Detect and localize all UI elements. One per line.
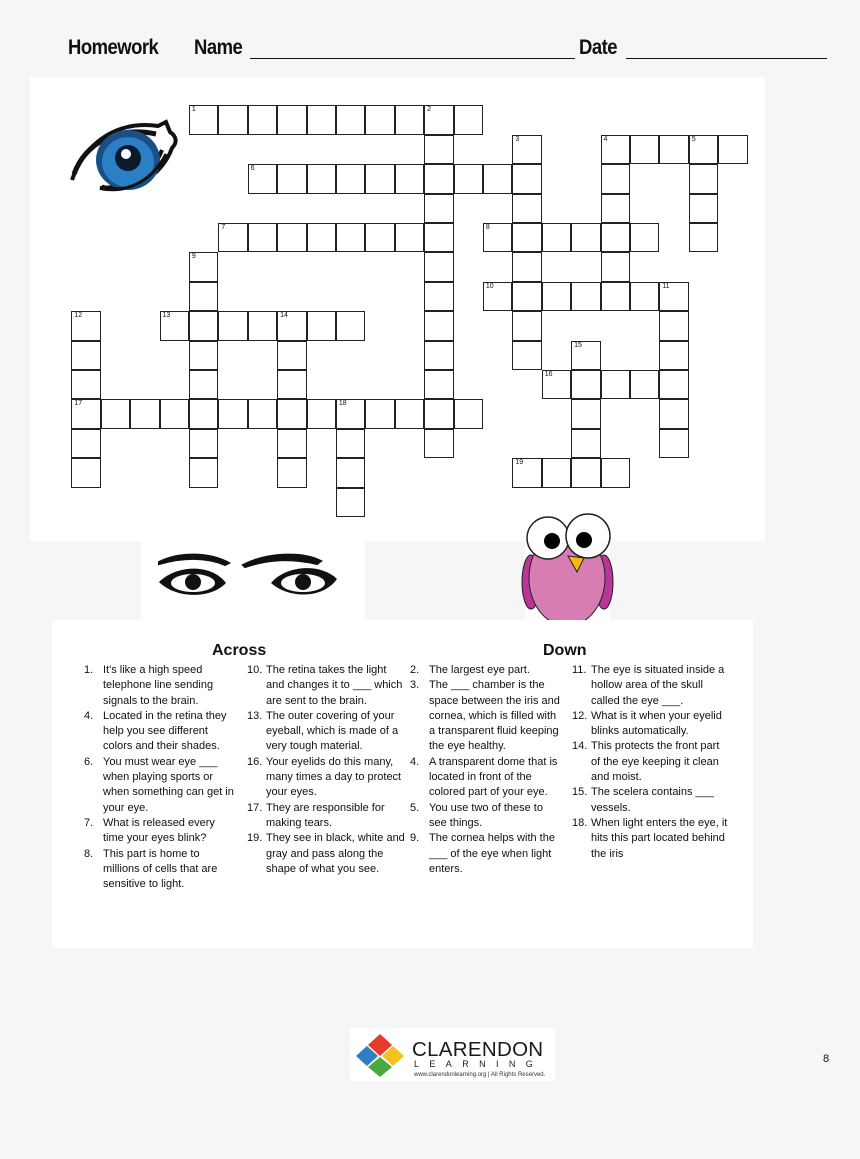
down-clue	[410, 755, 562, 801]
clue-number: 12.	[572, 709, 588, 722]
crossword-cell[interactable]	[571, 429, 600, 458]
crossword-cell[interactable]	[189, 341, 218, 370]
clue-text: They are responsible for making tears.	[266, 801, 385, 829]
crossword-cell[interactable]	[277, 223, 306, 252]
crossword-cell[interactable]	[248, 223, 277, 252]
crossword-cell[interactable]	[601, 164, 630, 193]
crossword-cell[interactable]	[218, 223, 247, 252]
down-clue	[572, 663, 730, 709]
across-clues-column-1	[84, 663, 236, 892]
crossword-cell[interactable]	[160, 399, 189, 428]
clarendon-logo	[350, 1028, 555, 1081]
crossword-cell[interactable]	[218, 399, 247, 428]
across-clue	[84, 663, 236, 709]
crossword-cell[interactable]	[336, 164, 365, 193]
date-field[interactable]	[626, 58, 827, 59]
crossword-cell[interactable]	[71, 311, 100, 340]
crossword-cell[interactable]	[571, 399, 600, 428]
crossword-cell[interactable]	[395, 105, 424, 134]
crossword-cell[interactable]	[218, 311, 247, 340]
crossword-cell[interactable]	[336, 311, 365, 340]
clue-text: They see in black, white and gray and pass along the shape of what you see.	[266, 832, 405, 875]
crossword-cell[interactable]	[189, 429, 218, 458]
date-label: Date	[579, 36, 617, 59]
crossword-cell[interactable]	[424, 223, 453, 252]
crossword-cell[interactable]	[689, 135, 718, 164]
crossword-cell[interactable]	[424, 164, 453, 193]
crossword-cell[interactable]	[248, 311, 277, 340]
clue-number: 4	[603, 135, 608, 143]
owl-illustration-icon	[520, 508, 615, 638]
crossword-cell[interactable]	[483, 223, 512, 252]
crossword-cell[interactable]	[424, 194, 453, 223]
homework-label: Homework	[68, 36, 159, 59]
across-clues-column-2	[247, 663, 407, 877]
crossword-cell[interactable]	[189, 399, 218, 428]
clue-text: The retina takes the light and changes it to ___ which are sent to the brain.	[266, 664, 403, 707]
clue-text: Located in the retina they help you see different colors and their shades.	[103, 709, 227, 753]
clue-number: 16.	[247, 755, 263, 768]
down-clue	[410, 831, 562, 877]
crossword-cell[interactable]	[336, 458, 365, 487]
logo-name: CLARENDON	[412, 1038, 544, 1061]
crossword-cell[interactable]	[454, 105, 483, 134]
across-clue	[247, 755, 407, 801]
crossword-cell[interactable]	[336, 223, 365, 252]
crossword-cell[interactable]	[277, 164, 306, 193]
crossword-cell[interactable]	[659, 282, 688, 311]
crossword-cell[interactable]	[659, 370, 688, 399]
clue-number: 14	[280, 312, 288, 320]
crossword-cell[interactable]	[483, 282, 512, 311]
crossword-cell[interactable]	[424, 105, 453, 134]
clue-number: 1.	[84, 664, 94, 676]
clue-number: 8.	[84, 847, 94, 860]
crossword-cell[interactable]	[365, 164, 394, 193]
clue-number: 7	[221, 223, 226, 231]
crossword-grid	[72, 106, 752, 526]
clue-text: When light enters the eye, it hits this part located behind the iris	[591, 816, 728, 860]
crossword-cell[interactable]	[571, 341, 600, 370]
down-clue	[410, 801, 562, 832]
across-clue	[84, 847, 236, 893]
across-clue	[84, 816, 236, 847]
crossword-cell[interactable]	[571, 370, 600, 399]
clue-text: This protects the front part of the eye keeping it clean and moist.	[591, 740, 720, 784]
puzzle-logo-icon	[354, 1032, 406, 1078]
crossword-cell[interactable]	[277, 399, 306, 428]
eyes-illustration-icon	[141, 541, 365, 621]
clue-number: 13	[162, 312, 171, 320]
crossword-cell[interactable]	[71, 429, 100, 458]
crossword-cell[interactable]	[189, 252, 218, 281]
across-heading: Across	[212, 642, 267, 659]
clue-text: What is it when your eyelid blinks automatically.	[591, 709, 722, 738]
clue-number: 2	[427, 106, 432, 114]
clue-text: You must wear eye ___ when playing sports or when something can get in your eye.	[103, 755, 234, 814]
crossword-cell[interactable]	[424, 135, 453, 164]
crossword-cell[interactable]	[601, 194, 630, 223]
crossword-cell[interactable]	[71, 399, 100, 428]
crossword-cell[interactable]	[248, 105, 277, 134]
crossword-cell[interactable]	[336, 429, 365, 458]
clue-number: 6.	[84, 755, 94, 768]
crossword-cell[interactable]	[424, 311, 453, 340]
name-field[interactable]	[250, 58, 575, 59]
crossword-cell[interactable]	[630, 135, 659, 164]
crossword-cell[interactable]	[365, 399, 394, 428]
crossword-cell[interactable]	[218, 105, 247, 134]
crossword-cell[interactable]	[454, 164, 483, 193]
clue-number: 1	[191, 106, 196, 114]
crossword-cell[interactable]	[189, 370, 218, 399]
clue-number: 17	[74, 400, 83, 408]
crossword-cell[interactable]	[189, 311, 218, 340]
clue-text: The outer covering of your eyeball, which is made of a very tough material.	[266, 709, 399, 753]
crossword-cell[interactable]	[101, 399, 130, 428]
clue-number: 9	[191, 253, 196, 261]
clue-number: 15	[574, 341, 582, 349]
crossword-cell[interactable]	[601, 370, 630, 399]
crossword-cell[interactable]	[601, 458, 630, 487]
crossword-cell[interactable]	[512, 194, 541, 223]
across-clue	[247, 831, 407, 877]
clue-number: 10.	[247, 664, 263, 676]
down-heading: Down	[543, 642, 587, 659]
crossword-cell[interactable]	[659, 341, 688, 370]
crossword-cell[interactable]	[571, 282, 600, 311]
clue-text: The scelera contains ___ vessels.	[591, 786, 714, 814]
clue-number: 2.	[410, 664, 420, 676]
crossword-cell[interactable]	[571, 223, 600, 252]
crossword-cell[interactable]	[307, 223, 336, 252]
crossword-cell[interactable]	[160, 311, 189, 340]
crossword-cell[interactable]	[689, 194, 718, 223]
crossword-cell[interactable]	[424, 341, 453, 370]
clue-number: 18	[338, 400, 347, 408]
crossword-cell[interactable]	[395, 399, 424, 428]
crossword-cell[interactable]	[248, 164, 277, 193]
crossword-cell[interactable]	[601, 223, 630, 252]
clue-number: 19	[515, 459, 524, 467]
crossword-cell[interactable]	[512, 341, 541, 370]
crossword-cell[interactable]	[424, 429, 453, 458]
across-clue	[84, 709, 236, 755]
crossword-cell[interactable]	[336, 399, 365, 428]
down-clue	[410, 678, 562, 754]
name-label: Name	[194, 36, 243, 59]
crossword-cell[interactable]	[718, 135, 747, 164]
clue-number: 6	[250, 165, 255, 173]
crossword-cell[interactable]	[307, 399, 336, 428]
clue-text: What is released every time your eyes blink?	[103, 816, 215, 845]
crossword-cell[interactable]	[571, 458, 600, 487]
crossword-cell[interactable]	[277, 341, 306, 370]
clue-number: 5	[691, 135, 696, 143]
crossword-cell[interactable]	[277, 311, 306, 340]
crossword-cell[interactable]	[189, 458, 218, 487]
crossword-cell[interactable]	[365, 105, 394, 134]
clue-number: 7.	[84, 816, 94, 829]
crossword-cell[interactable]	[689, 223, 718, 252]
clue-text: A transparent dome that is located in front of the colored part of your eye.	[429, 755, 558, 799]
logo-url: www.clarendonlearning.org | All Rights Reserved.	[414, 1072, 546, 1078]
crossword-cell[interactable]	[307, 105, 336, 134]
down-clue	[572, 816, 730, 862]
clue-number: 14.	[572, 740, 588, 753]
crossword-cell[interactable]	[542, 458, 571, 487]
down-clue	[572, 709, 730, 740]
crossword-cell[interactable]	[601, 135, 630, 164]
crossword-cell[interactable]	[71, 341, 100, 370]
crossword-cell[interactable]	[512, 458, 541, 487]
clue-text: The eye is situated inside a hollow area of the skull called the eye ___.	[591, 664, 725, 707]
clue-number: 9.	[410, 832, 420, 845]
clue-number: 5.	[410, 801, 420, 814]
clue-number: 17.	[247, 801, 263, 814]
clue-number: 16	[544, 370, 553, 378]
clue-number: 19.	[247, 832, 263, 845]
crossword-cell[interactable]	[601, 252, 630, 281]
crossword-cell[interactable]	[248, 399, 277, 428]
clue-text: Your eyelids do this many, many times a day to protect your eyes.	[266, 755, 402, 799]
across-clue	[247, 801, 407, 832]
crossword-cell[interactable]	[189, 105, 218, 134]
crossword-cell[interactable]	[512, 164, 541, 193]
down-clue	[572, 785, 730, 816]
page-number: 8	[823, 1053, 830, 1065]
crossword-cell[interactable]	[659, 135, 688, 164]
crossword-cell[interactable]	[630, 223, 659, 252]
clue-number: 11.	[572, 664, 587, 676]
crossword-cell[interactable]	[395, 164, 424, 193]
across-clue	[247, 709, 407, 755]
clue-number: 15.	[572, 786, 588, 799]
clue-number: 18.	[572, 816, 588, 829]
crossword-cell[interactable]	[659, 311, 688, 340]
crossword-cell[interactable]	[630, 282, 659, 311]
crossword-cell[interactable]	[424, 282, 453, 311]
clue-number: 4.	[84, 709, 94, 722]
down-clue	[572, 739, 730, 785]
crossword-cell[interactable]	[307, 164, 336, 193]
clue-number: 4.	[410, 755, 420, 768]
across-clue	[247, 663, 407, 709]
crossword-cell[interactable]	[277, 458, 306, 487]
across-clue	[84, 755, 236, 816]
crossword-cell[interactable]	[395, 223, 424, 252]
crossword-cell[interactable]	[189, 282, 218, 311]
crossword-cell[interactable]	[336, 488, 365, 517]
clue-text: It's like a high speed telephone line sending signals to the brain.	[103, 664, 214, 707]
crossword-cell[interactable]	[512, 223, 541, 252]
clue-number: 8	[485, 223, 490, 231]
crossword-cell[interactable]	[542, 282, 571, 311]
crossword-cell[interactable]	[512, 282, 541, 311]
clue-text: You use two of these to see things.	[429, 801, 543, 829]
down-clues-column-1	[410, 663, 562, 877]
clue-text: The cornea helps with the ___ of the eye when light enters.	[429, 832, 555, 875]
eyes-panel	[141, 541, 365, 621]
crossword-cell[interactable]	[689, 164, 718, 193]
down-clues-column-2	[572, 663, 730, 862]
clue-number: 3.	[410, 679, 420, 692]
crossword-cell[interactable]	[512, 135, 541, 164]
crossword-cell[interactable]	[365, 223, 394, 252]
clue-number: 10	[485, 282, 494, 290]
down-clue	[410, 663, 562, 678]
crossword-cell[interactable]	[454, 399, 483, 428]
clue-number: 12	[74, 312, 83, 320]
clue-number: 13.	[247, 709, 263, 722]
crossword-cell[interactable]	[307, 311, 336, 340]
crossword-cell[interactable]	[659, 429, 688, 458]
crossword-cell[interactable]	[336, 105, 365, 134]
crossword-cell[interactable]	[659, 399, 688, 428]
clue-text: This part is home to millions of cells that are sensitive to light.	[103, 847, 218, 891]
crossword-cell[interactable]	[512, 252, 541, 281]
crossword-cell[interactable]	[71, 458, 100, 487]
crossword-cell[interactable]	[542, 370, 571, 399]
crossword-cell[interactable]	[542, 223, 571, 252]
clue-text: The largest eye part.	[429, 664, 530, 676]
logo-subtitle: LEARNING	[414, 1059, 544, 1069]
crossword-cell[interactable]	[512, 311, 541, 340]
crossword-cell[interactable]	[277, 370, 306, 399]
crossword-cell[interactable]	[71, 370, 100, 399]
clue-number: 11	[662, 282, 670, 290]
crossword-cell[interactable]	[277, 429, 306, 458]
crossword-cell[interactable]	[601, 282, 630, 311]
clue-number: 3	[515, 135, 520, 143]
crossword-cell[interactable]	[424, 399, 453, 428]
crossword-cell[interactable]	[130, 399, 159, 428]
clue-text: The ___ chamber is the space between the iris and cornea, which is filled with a transparent fluid keeping the eye healthy.	[429, 679, 560, 753]
crossword-cell[interactable]	[630, 370, 659, 399]
crossword-cell[interactable]	[483, 164, 512, 193]
crossword-cell[interactable]	[277, 105, 306, 134]
crossword-cell[interactable]	[424, 252, 453, 281]
crossword-cell[interactable]	[424, 370, 453, 399]
